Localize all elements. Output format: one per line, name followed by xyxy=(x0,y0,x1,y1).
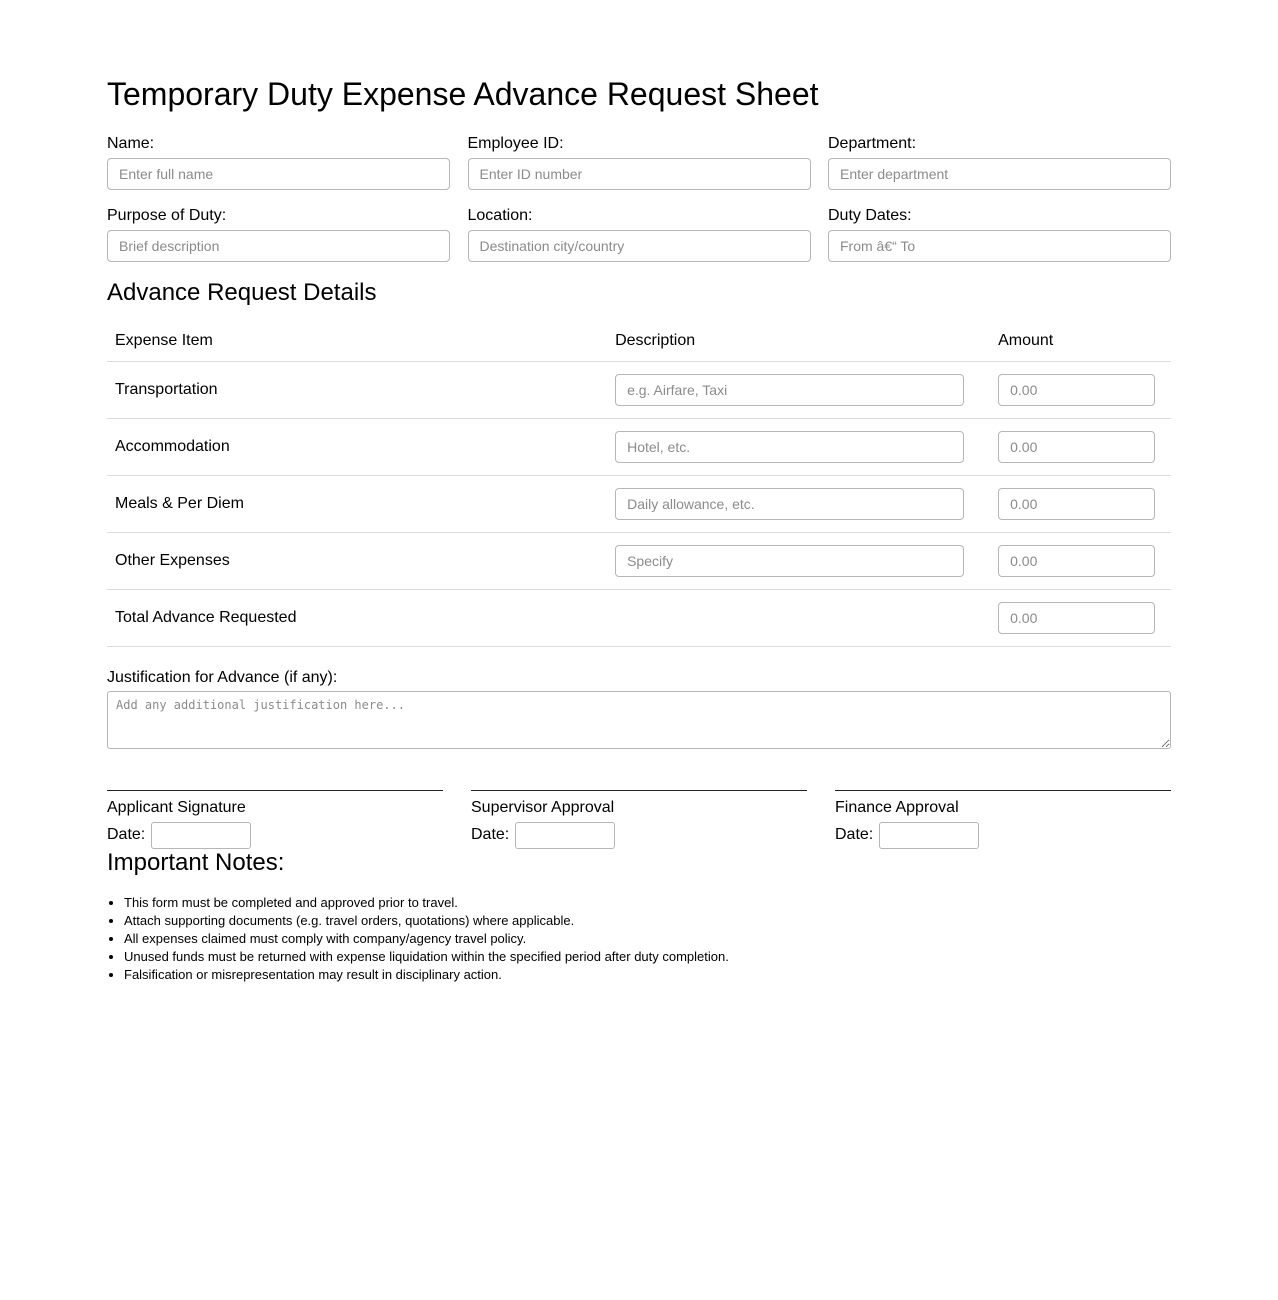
note-item: • Unused funds must be returned with expense liquidation within the specified period after duty completion. xyxy=(124,948,1171,966)
supervisor-approval-block xyxy=(471,790,807,849)
page-title: Temporary Duty Expense Advance Request Sheet xyxy=(107,76,819,112)
justification-label: Justification for Advance (if any): xyxy=(107,668,338,686)
supervisor-date-label: Date: xyxy=(471,826,510,844)
expense-item-label: Transportation xyxy=(107,361,607,418)
field-purpose xyxy=(107,207,450,262)
header-fields xyxy=(107,135,1171,279)
field-location xyxy=(468,207,811,262)
justification-section xyxy=(107,669,1171,754)
expense-item-label: Other Expenses xyxy=(107,532,607,589)
accommodation-description-input[interactable] xyxy=(615,431,964,463)
notes-list xyxy=(107,894,1171,984)
department-label: Department: xyxy=(828,134,917,152)
applicant-date-label: Date: xyxy=(107,826,146,844)
notes-heading: Important Notes: xyxy=(107,848,285,876)
location-input[interactable] xyxy=(468,230,811,262)
finance-date-input[interactable] xyxy=(879,822,979,849)
expense-advance-form xyxy=(107,0,1171,984)
table-row-accommodation xyxy=(107,418,1171,475)
field-duty-dates xyxy=(828,207,1171,262)
table-row-other xyxy=(107,532,1171,589)
other-description-input[interactable] xyxy=(615,545,964,577)
expense-item-label: Accommodation xyxy=(107,418,607,475)
justification-textarea[interactable] xyxy=(107,691,1171,749)
col-header-description: Description xyxy=(607,307,990,362)
finance-approval-block xyxy=(835,790,1171,849)
table-header-row xyxy=(107,307,1171,362)
table-row-transportation xyxy=(107,361,1171,418)
note-item: • Falsification or misrepresentation may result in disciplinary action. xyxy=(124,966,1171,984)
department-input[interactable] xyxy=(828,158,1171,190)
total-label: Total Advance Requested xyxy=(107,589,990,646)
meals-description-input[interactable] xyxy=(615,488,964,520)
accommodation-amount-input[interactable] xyxy=(998,431,1155,463)
details-heading: Advance Request Details xyxy=(107,278,377,306)
field-department xyxy=(828,135,1171,190)
meals-amount-input[interactable] xyxy=(998,488,1155,520)
finance-date-label: Date: xyxy=(835,826,874,844)
total-amount-input[interactable] xyxy=(998,602,1155,634)
expense-item-label: Meals & Per Diem xyxy=(107,475,607,532)
purpose-input[interactable] xyxy=(107,230,450,262)
col-header-amount: Amount xyxy=(990,307,1171,362)
field-name xyxy=(107,135,450,190)
expense-table xyxy=(107,307,1171,647)
transportation-amount-input[interactable] xyxy=(998,374,1155,406)
name-label: Name: xyxy=(107,134,155,152)
transportation-description-input[interactable] xyxy=(615,374,964,406)
field-employee-id xyxy=(468,135,811,190)
table-row-total xyxy=(107,589,1171,646)
employee-id-input[interactable] xyxy=(468,158,811,190)
duty-dates-input[interactable] xyxy=(828,230,1171,262)
table-row-meals xyxy=(107,475,1171,532)
applicant-date-input[interactable] xyxy=(151,822,251,849)
note-item: • This form must be completed and approved prior to travel. xyxy=(124,894,1171,912)
col-header-expense-item: Expense Item xyxy=(107,307,607,362)
finance-approval-label: Finance Approval xyxy=(835,798,959,816)
note-item: • All expenses claimed must comply with company/agency travel policy. xyxy=(124,930,1171,948)
name-input[interactable] xyxy=(107,158,450,190)
supervisor-approval-label: Supervisor Approval xyxy=(471,798,615,816)
duty-dates-label: Duty Dates: xyxy=(828,206,912,224)
note-item: • Attach supporting documents (e.g. travel orders, quotations) where applicable. xyxy=(124,912,1171,930)
signature-section xyxy=(107,790,1171,849)
other-amount-input[interactable] xyxy=(998,545,1155,577)
supervisor-date-input[interactable] xyxy=(515,822,615,849)
applicant-signature-label: Applicant Signature xyxy=(107,798,246,816)
employee-id-label: Employee ID: xyxy=(467,134,564,152)
applicant-signature-block xyxy=(107,790,443,849)
purpose-label: Purpose of Duty: xyxy=(107,206,227,224)
location-label: Location: xyxy=(467,206,533,224)
